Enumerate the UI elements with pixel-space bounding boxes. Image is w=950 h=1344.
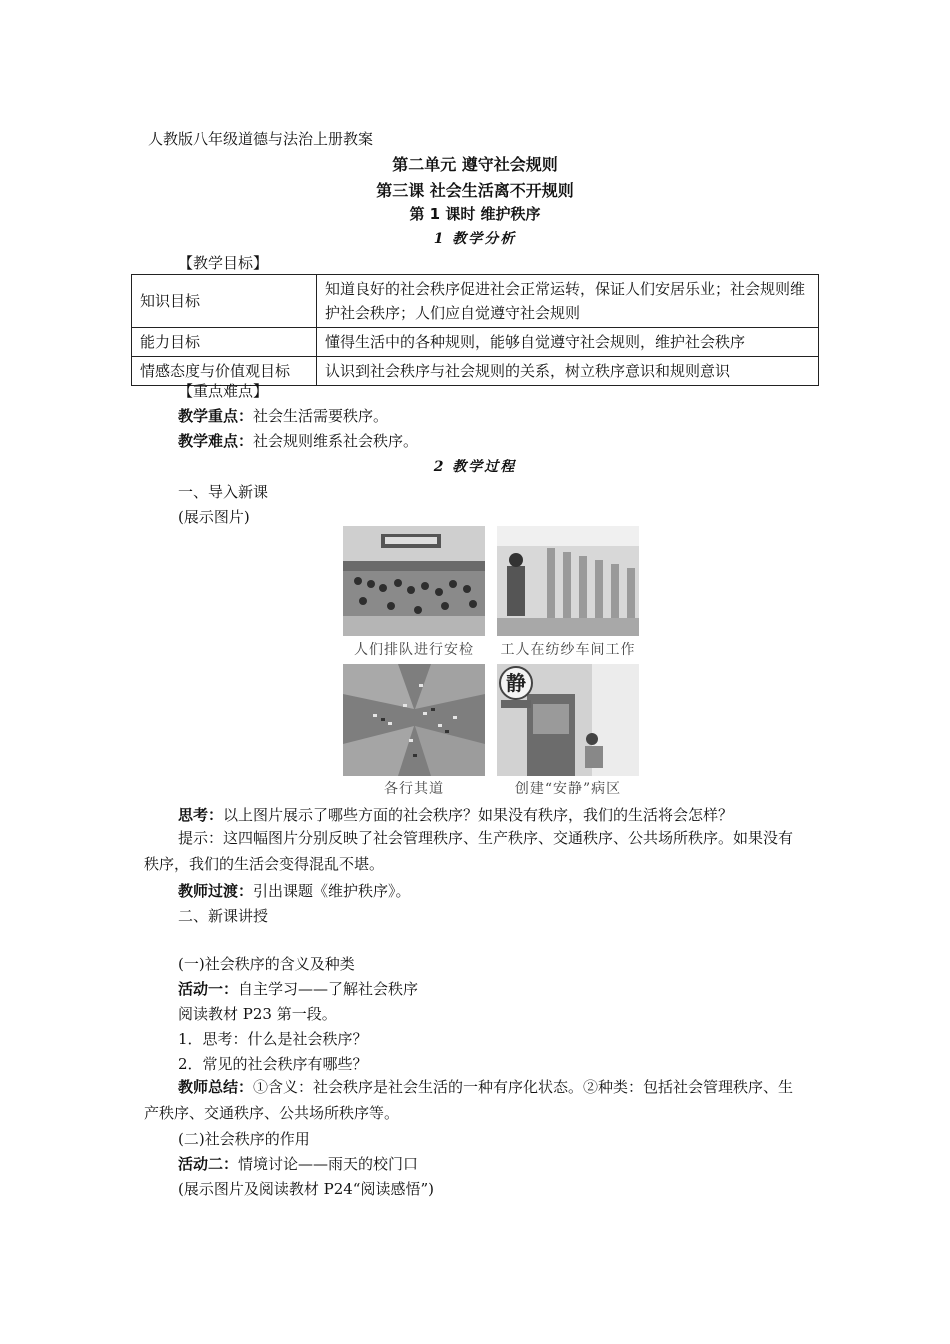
lesson-title: 第三课 社会生活离不开规则 [376, 181, 574, 200]
question-1: 1．思考：什么是社会秩序？ [178, 1030, 368, 1048]
new-lesson-heading: 二、新课讲授 [178, 907, 269, 925]
objective-key: 知识目标 [132, 275, 317, 328]
activity-1 [178, 978, 418, 999]
photo-textile-workshop [497, 526, 639, 636]
think-question [178, 804, 733, 825]
think-text: 以上图片展示了哪些方面的社会秩序？如果没有秩序，我们的生活将会怎样？ [223, 806, 734, 824]
intro-heading: 一、导入新课 [178, 483, 269, 501]
reading-1: 阅读教材 P23 第一段。 [178, 1005, 337, 1023]
activity-1-label: 活动一： [178, 980, 239, 998]
objective-key: 情感态度与价值观目标 [132, 357, 317, 386]
teacher-transition [178, 880, 411, 901]
teaching-difficulty [178, 430, 418, 451]
teaching-focus [178, 405, 388, 426]
quiet-sign-char: 静 [506, 671, 526, 695]
difficulty-text: 社会规则维系社会秩序。 [253, 432, 419, 450]
difficulty-label: 教学难点： [178, 432, 254, 450]
caption-quiet-ward: 创建“安静”病区 [514, 781, 622, 797]
subsection-2-heading: (二)社会秩序的作用 [178, 1130, 310, 1148]
unit-title: 第二单元 遵守社会规则 [392, 155, 558, 174]
photo-quiet-ward [497, 664, 639, 776]
hint-paragraph: 提示：这四幅图片分别反映了社会管理秩序、生产秩序、交通秩序、公共场所秩序。如果没有秩序，我们的生活会变得混乱不堪。 [144, 829, 794, 873]
question-2: 2．常见的社会秩序有哪些？ [178, 1055, 368, 1073]
period-title: 第 1 课时 维护秩序 [409, 205, 541, 223]
focus-label: 教学重点： [178, 407, 254, 425]
summary-text: ①含义：社会秩序是社会生活的一种有序化状态。②种类：包括社会管理秩序、生产秩序、交通秩序、公共场所秩序等。 [144, 1078, 794, 1122]
section-process-heading: 2 教学过程 [433, 459, 517, 475]
focus-text: 社会生活需要秩序。 [253, 407, 389, 425]
table-row [132, 275, 819, 328]
photo-textile-workshop-image [497, 526, 639, 636]
activity-2 [178, 1153, 418, 1174]
photo-traffic-intersection [343, 664, 485, 776]
objective-value: 认识到社会秩序与社会规则的关系，树立秩序意识和规则意识 [317, 357, 819, 386]
photo-traffic-intersection-image [343, 664, 485, 776]
table-row [132, 328, 819, 357]
photo-security-queue [343, 526, 485, 636]
caption-textile-workshop: 工人在纺纱车间工作 [500, 642, 636, 658]
caption-traffic: 各行其道 [384, 781, 444, 797]
objective-value: 知道良好的社会秩序促进社会正常运转，保证人们安居乐业；社会规则维护社会秩序；人们应自觉遵守社会规则 [317, 275, 819, 328]
document-header: 人教版八年级道德与法治上册教案 [148, 130, 374, 148]
objective-key: 能力目标 [132, 328, 317, 357]
objectives-table [131, 274, 819, 386]
think-label: 思考： [178, 806, 224, 824]
activity-2-label: 活动二： [178, 1155, 239, 1173]
teacher-summary [144, 1074, 794, 1126]
activity-2-text: 情境讨论——雨天的校门口 [238, 1155, 419, 1173]
keypoints-heading: 【重点难点】 [178, 382, 269, 400]
reading-2: (展示图片及阅读教材 P24“阅读感悟”) [178, 1180, 434, 1198]
activity-1-text: 自主学习——了解社会秩序 [238, 980, 419, 998]
objective-value: 懂得生活中的各种规则，能够自觉遵守社会规则，维护社会秩序 [317, 328, 819, 357]
section-analysis-heading: 1 教学分析 [433, 231, 517, 247]
transition-text: 引出课题《维护秩序》。 [253, 882, 411, 900]
show-picture-note: (展示图片) [178, 508, 250, 526]
caption-security-queue: 人们排队进行安检 [354, 642, 474, 658]
summary-label: 教师总结： [178, 1078, 254, 1096]
transition-label: 教师过渡： [178, 882, 254, 900]
subsection-1-heading: (一)社会秩序的含义及种类 [178, 955, 355, 973]
photo-security-queue-image [343, 526, 485, 636]
objectives-heading: 【教学目标】 [178, 254, 269, 272]
